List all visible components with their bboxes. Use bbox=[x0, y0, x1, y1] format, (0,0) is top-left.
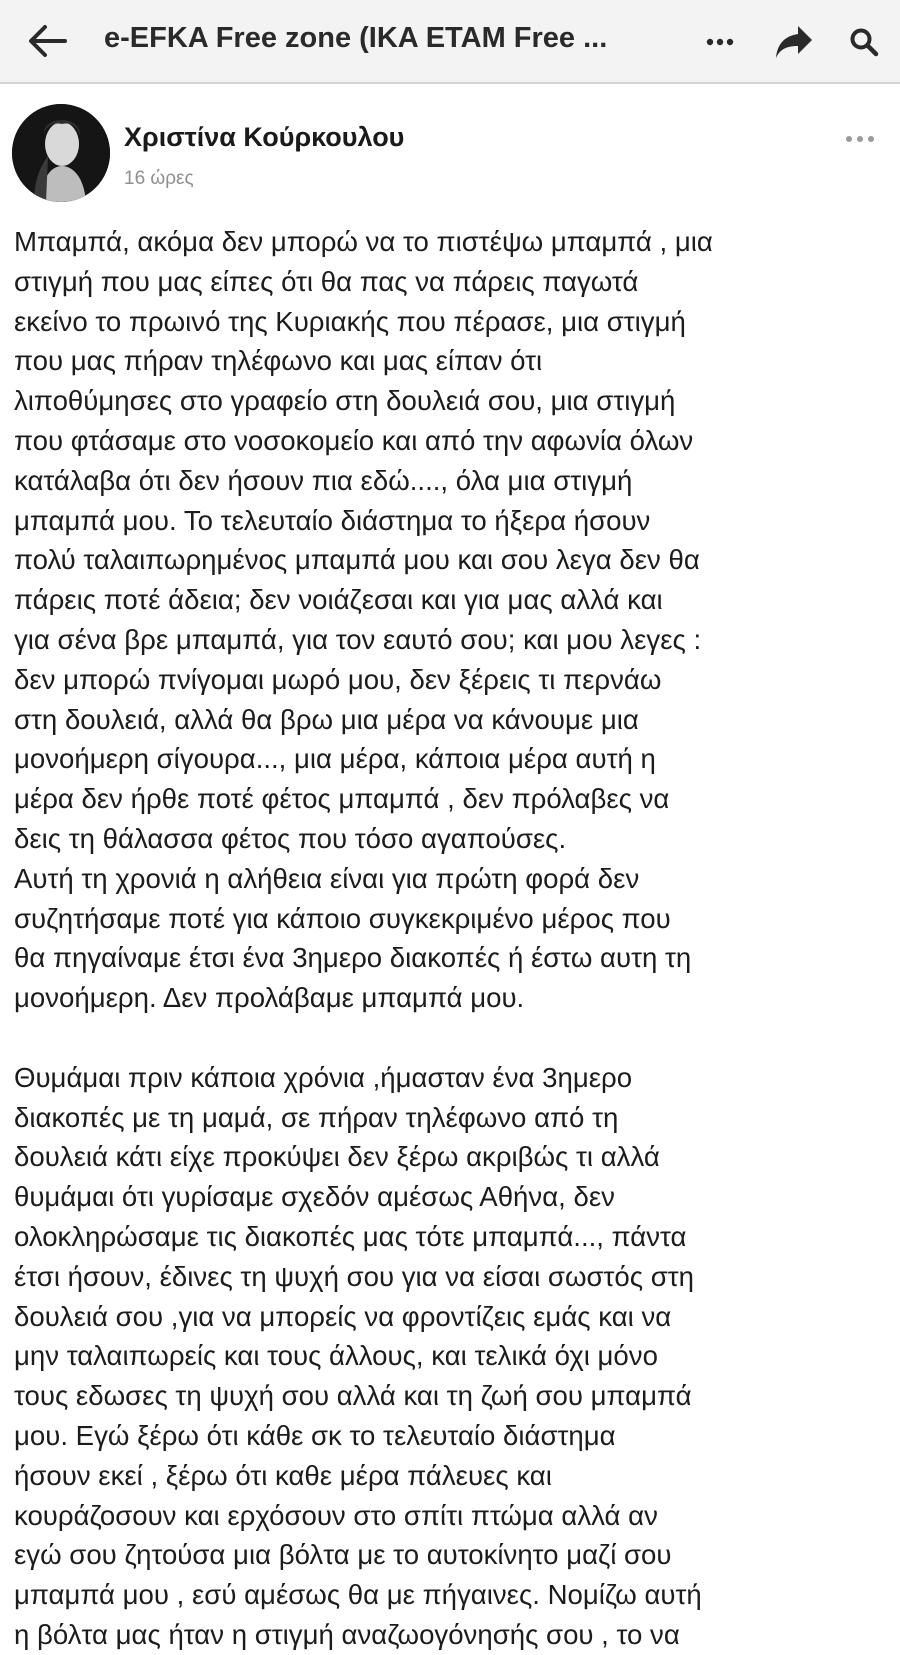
post-text-line: μέρα δεν ήρθε ποτέ φέτος μπαμπά , δεν πρόλαβες να bbox=[14, 783, 670, 815]
post-text-line: μην ταλαιπωρείς και τους άλλους, και τελικά όχι μόνο bbox=[14, 1340, 658, 1372]
post-options-button[interactable] bbox=[832, 124, 888, 154]
post-text-line: μπαμπά μου , εσύ αμέσως θα με πήγαινες. Νομίζω αυτή bbox=[14, 1579, 702, 1611]
post-text-line: στη δουλειά, αλλά θα βρω μια μέρα να κάνουμε μια bbox=[14, 703, 639, 735]
post-text-line: λιποθύμησες στο γραφείο στη δουλειά σου, μια στιγμή bbox=[14, 385, 676, 417]
author-name[interactable]: Χριστίνα Κούρκουλου bbox=[124, 122, 405, 152]
post-text-line: δουλειά κάτι είχε προκύψει δεν ξέρω ακριβώς τι αλλά bbox=[14, 1141, 660, 1173]
post-text-line: κουράζοσουν και ερχόσουν στο σπίτι πτώμα αλλά αν bbox=[14, 1499, 658, 1531]
post-text-line: πολύ ταλαιπωρημένος μπαμπά μου και σου λεγα δεν θα bbox=[14, 544, 700, 576]
post-text-line: κατάλαβα ότι δεν ήσουν πια εδώ...., όλα μια στιγμή bbox=[14, 464, 633, 496]
more-options-button[interactable] bbox=[700, 22, 740, 62]
search-button[interactable] bbox=[844, 22, 884, 62]
post-text-line: δουλειά σου ,για να μπορείς να φροντίζεις εμάς και να bbox=[14, 1300, 672, 1332]
post-text-line: Μπαμπά, ακόμα δεν μπορώ να το πιστέψω μπαμπά , μια bbox=[14, 226, 713, 257]
post-text-line: που μας πήραν τηλέφωνο και μας είπαν ότι bbox=[14, 345, 543, 377]
search-icon bbox=[849, 27, 879, 57]
post-text-line: η βόλτα μας ήταν η στιγμή αναζωογόνησής σου , το να bbox=[14, 1618, 680, 1650]
top-app-bar bbox=[0, 0, 900, 84]
share-arrow-icon bbox=[774, 24, 814, 60]
post-text-line: δεις τη θάλασσα φέτος που τόσο αγαπούσες. bbox=[14, 822, 567, 854]
more-horizontal-icon bbox=[706, 37, 734, 47]
more-horizontal-icon bbox=[845, 135, 875, 143]
post-text-line: ολοκληρώσαμε τις διακοπές μας τότε μπαμπά..., πάντα bbox=[14, 1220, 687, 1252]
post-text-line: Αυτή τη χρονιά η αλήθεια είναι για πρώτη φορά δεν bbox=[14, 862, 640, 894]
post-text-line: μου. Εγώ ξέρω ότι κάθε σκ το τελευταίο διάστημα bbox=[14, 1419, 616, 1451]
post-text-line: πάρεις ποτέ άδεια; δεν νοιάζεσαι και για μας αλλά και bbox=[14, 584, 663, 616]
post-text-line: μονοήμερη. Δεν προλάβαμε μπαμπά μου. bbox=[14, 982, 525, 1014]
post-text-line: θα πηγαίναμε έτσι ένα 3ημερο διακοπές ή έστω αυτη τη bbox=[14, 942, 692, 974]
post-text-line: ήσουν εκεί , ξέρω ότι καθε μέρα πάλευες και bbox=[14, 1459, 552, 1491]
post-text-line: τους εδωσες τη ψυχή σου αλλά και τη ζωή σου μπαμπά bbox=[14, 1380, 692, 1412]
back-button[interactable] bbox=[22, 18, 72, 64]
post-paragraph-2 bbox=[14, 1058, 894, 1655]
post-text-line: θυμάμαι ότι γυρίσαμε σχεδόν αμέσως Αθήνα, δεν bbox=[14, 1181, 615, 1213]
group-title[interactable]: e-EFKA Free zone (IKA ETAM Free ... bbox=[104, 22, 608, 54]
post-body bbox=[14, 222, 894, 1655]
post-text-line: εγώ σου ζητούσα μια βόλτα με το αυτοκίνητο μαζί σου bbox=[14, 1539, 672, 1571]
post-text-line: μπαμπά μου. Το τελευταίο διάστημα το ήξερα ήσουν bbox=[14, 504, 651, 536]
post-text-line: στιγμή που μας είπες ότι θα πας να πάρεις παγωτά bbox=[14, 265, 639, 297]
post-paragraph-1 bbox=[14, 222, 894, 1018]
post-text-line: διακοπές με τη μαμά, σε πήραν τηλέφωνο από τη bbox=[14, 1101, 619, 1133]
post-text-line: εκείνο το πρωινό της Κυριακής που πέρασε, μια στιγμή bbox=[14, 305, 686, 337]
post-text-line: δεν μπορώ πνίγομαι μωρό μου, δεν ξέρεις τι περνάω bbox=[14, 663, 662, 695]
post-text-line: που φτάσαμε στο νοσοκομείο και από την αφωνία όλων bbox=[14, 424, 694, 456]
post-text-line: μονοήμερη σίγουρα..., μια μέρα, κάποια μέρα αυτή η bbox=[14, 743, 656, 775]
post-text-line: έτσι ήσουν, έδινες τη ψυχή σου για να είσαι σωστός στη bbox=[14, 1260, 695, 1292]
share-button[interactable] bbox=[772, 20, 816, 64]
profile-photo bbox=[12, 104, 110, 202]
avatar[interactable] bbox=[12, 104, 110, 202]
post-text-line: για σένα βρε μπαμπά, για τον εαυτό σου; και μου λεγες : bbox=[14, 623, 702, 655]
paragraph-spacer bbox=[14, 1018, 894, 1058]
post-timestamp[interactable]: 16 ώρες bbox=[124, 168, 194, 189]
post-text-line: Θυμάμαι πριν κάποια χρόνια ,ήμασταν ένα 3ημερο bbox=[14, 1061, 633, 1093]
post-text-line: συζητήσαμε ποτέ για κάποιο συγκεκριμένο μέρος που bbox=[14, 902, 671, 934]
arrow-left-icon bbox=[27, 24, 67, 58]
